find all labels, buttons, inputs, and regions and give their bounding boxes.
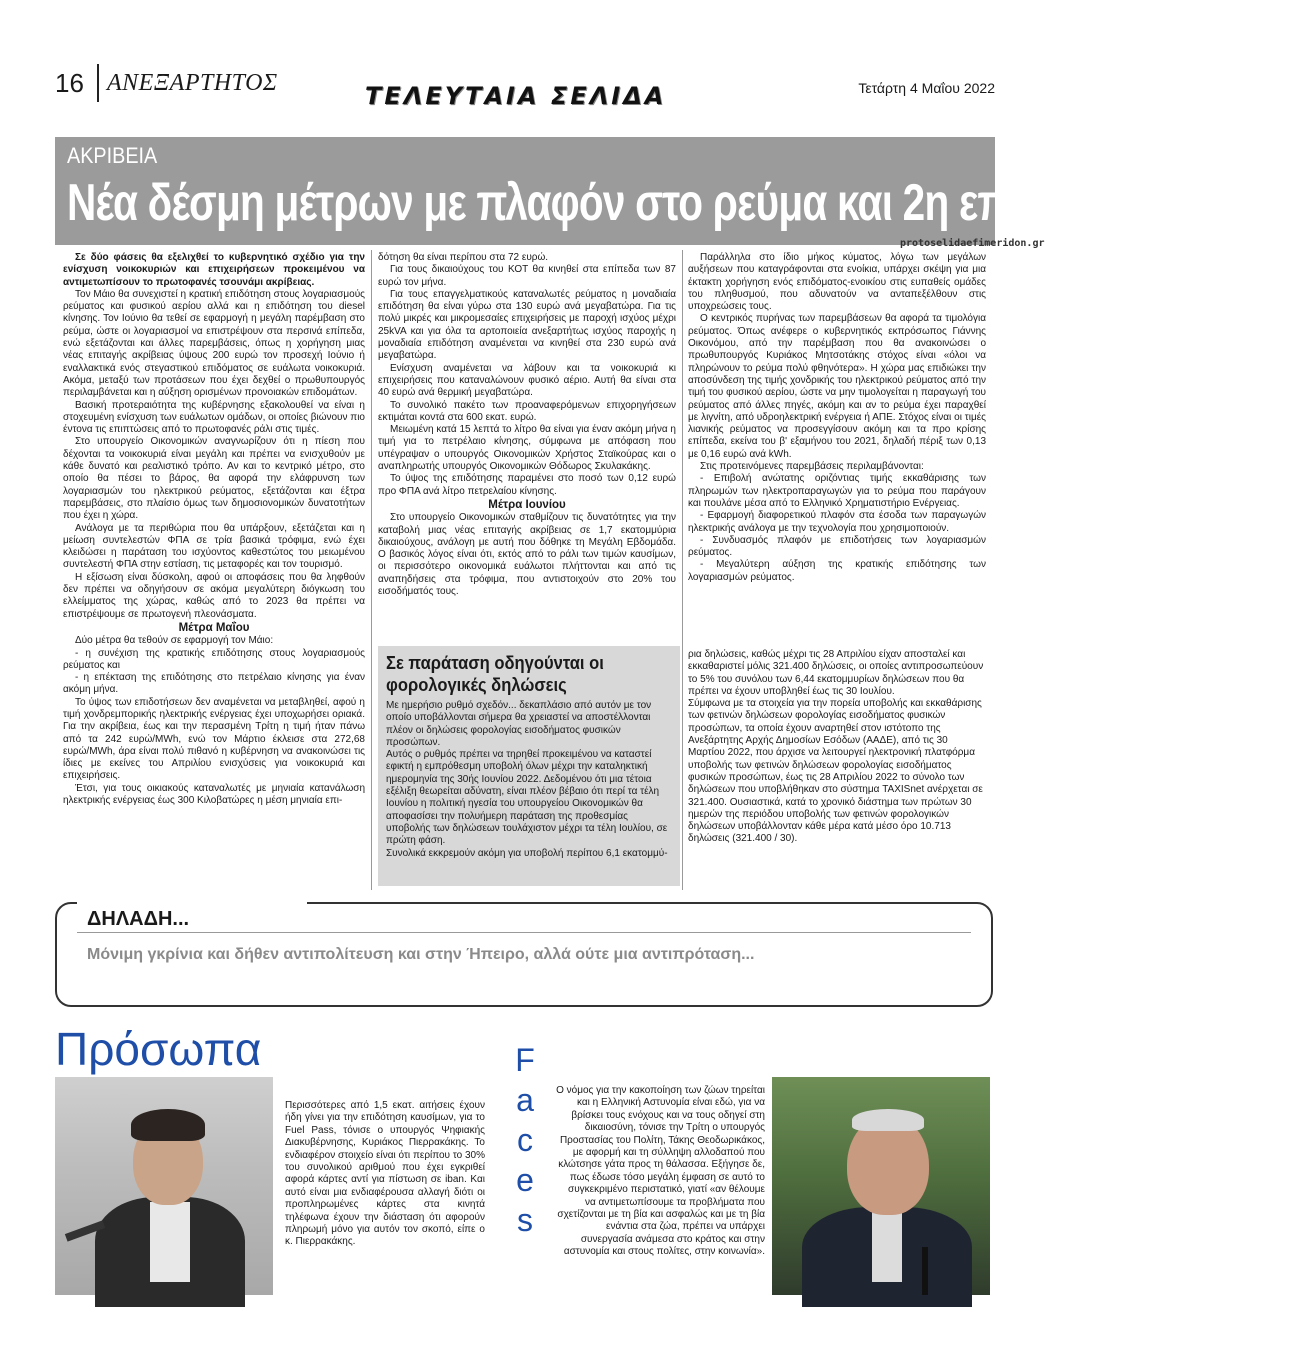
article-paragraph: - η επέκταση της επιδότησης στο πετρέλαιο κίνησης για έναν ακόμη μήνα. xyxy=(63,672,365,696)
watermark: protoselidaefimeridon.gr xyxy=(900,238,1045,249)
faces-letter: e xyxy=(516,1162,534,1198)
tax-story-paragraph: Σύμφωνα με τα στοιχεία για την πορεία υποβολής και εκκαθάρισης των φετινών δηλώσεων φορολογίας εισοδήματος φυσικών προσώπων, τα οποία έχουν αναρτηθεί στον ιστότοπο της Ανεξάρτητης Αρχής Δημοσίων Εσόδων (ΑΑΔΕ), από τις 30 Μαρτίου 2022, που άρχισε να λειτουργεί ηλεκτρονική πλατφόρμα υποβολής των φετινών δηλώσεων φορολογίας εισοδήματος φυσικών προσώπων, έως τις 28 Απριλίου 2022 το σύνολο των δηλώσεων που υποβλήθηκαν στο σύστημα TAXISnet ανέρχεται σε 321.400. Ουσιαστικά, κατά το χρονικό διάστημα των πρώτων 30 ημερών της περιόδου υποβολής των φετινών φορολογικών δηλώσεων υποβάλλονταν κάθε μέρα κατά μέσο όρο 10.713 δηλώσεις (321.400 / 30). xyxy=(688,698,983,845)
article-paragraph: Τον Μάιο θα συνεχιστεί η κρατική επιδότηση στους λογαριασμούς ρεύματος και φυσικού αερίου αλλά και η επιδότηση του diesel κίνησης. Τον Ιούνιο θα τεθεί σε εφαρμογή η μεγάλη παρέμβαση στο ρεύμα, ώστε οι λογαριασμοί να επιστρέψουν στα περσινά επίπεδα, ενώ εξετάζονται και άλλες παρεμβάσεις, όπως η χορήγηση μιας νέας επιταγής ακρίβειας ύψους 200 ευρώ τον προσεχή Ιούνιο ή εναλλακτικά ενός στεγαστικού επιδόματος σε ευάλωτα νοικοκυριά. Ακόμα, μεταξύ των προτάσεων που έχει δεχθεί ο πρωθυπουργός περιλαμβάνεται και η αύξηση ορισμένων προνοιακών επιδομάτων. xyxy=(63,288,365,399)
article-paragraph: - Μεγαλύτερη αύξηση της κρατικής επιδότησης των λογαριασμών ρεύματος. xyxy=(688,559,986,583)
article-paragraph: Ενίσχυση αναμένεται να λάβουν και τα νοικοκυριά κι επιχειρήσεις που καταναλώνουν φυσικό αέριο. Αυτή θα είναι στα 40 ευρώ ανά θερμική μεγαβατώρα. xyxy=(378,362,676,399)
tax-story-box xyxy=(378,646,680,886)
article-paragraph: Στο υπουργείο Οικονομικών σταθμίζουν τις δυνατότητες για την καταβολή μιας νέας επιταγής ακρίβειας σε 1,7 εκατομμύρια δικαιούχους, ανάλογη με αυτή που δόθηκε τη Μεγάλη Εβδομάδα. Ο βασικός λόγος είναι ότι, εκτός από το ράλι των τιμών καυσίμων, οι περισσότερο οικονομικά ευάλωτοι πλήττονται και από τις αναπηδήσεις στα τρόφιμα, που αντιστοιχούν στο 20% του εισοδήματός τους. xyxy=(378,512,676,598)
article-lead: Σε δύο φάσεις θα εξελιχθεί το κυβερνητικό σχέδιο για την ενίσχυση νοικοκυριών και επιχειρήσεων προκειμένου να αντιμετωπίσουν το πρωτοφανές τσουνάμι ακρίβειας. xyxy=(63,252,365,288)
prosopa-title: Πρόσωπα xyxy=(55,1023,262,1075)
article-column-1 xyxy=(63,252,365,807)
article-paragraph: - Επιβολή ανώτατης οριζόντιας τιμής εκκαθάρισης των πληρωμών των ηλεκτροπαραγωγών για το ρεύμα που παράγουν και πουλάνε μέσα από το Ελληνικό Χρηματιστήριο Ενέργειας. xyxy=(688,473,986,509)
article-paragraph: Το συνολικό πακέτο των προαναφερόμενων επιχορηγήσεων εκτιμάται κοντά στα 600 εκατ. ευρώ. xyxy=(378,399,676,423)
tax-story-paragraph: ρια δηλώσεις, καθώς μέχρι τις 28 Απριλίου είχαν αποσταλεί και εκκαθαριστεί μόλις 321.400 δηλώσεις, οι οποίες αντιπροσωπεύουν το 5% του συνόλου των 6,44 εκατομμυρίων δηλώσεων που θα πρέπει να έχουν υποβληθεί έως τις 30 Ιουλίου. xyxy=(688,649,984,697)
article-paragraph: Βασική προτεραιότητα της κυβέρνησης εξακολουθεί να είναι η στοχευμένη ενίσχυση των ευάλωτων ομάδων, οι οποίες βιώνουν πιο έντονα τις επιπτώσεις από το πρωτοφανές ράλι στις τιμές. xyxy=(63,399,365,436)
subheading-may: Μέτρα Μαΐου xyxy=(178,621,250,634)
column-rule xyxy=(682,250,683,890)
issue-date: Τετάρτη 4 Μαΐου 2022 xyxy=(858,80,995,96)
prosopa-text-left: Περισσότερες από 1,5 εκατ. αιτήσεις έχουν ήδη γίνει για την επιδότηση καυσίμων, για το Fuel Pass, τόνισε ο υπουργός Ψηφιακής Διακυβέρνησης, Κυριάκος Πιερρακάκης. Το ενδιαφέρον στοιχείο είναι ότι περίπου το 30% του συνολικού αριθμού που έχει εγκριθεί αφορά κάρτες αντί για πίστωση σε iban. Και αυτό είναι μια ενδιαφέρουσα αλλαγή διότι οι προπληρωμένες κάρτες στα κινητά τηλέφωνα έχουν την διάσταση ότι αφορούν πληρωμή μόνο για αυτόν τον σκοπό, είπε ο κ. Πιερρακάκης. xyxy=(285,1100,485,1248)
headline-title: Νέα δέσμη μέτρων με πλαφόν στο ρεύμα και 2η επιταγή ακρίβειας xyxy=(67,174,1293,232)
tax-story-title: Σε παράταση οδηγούνται οι φορολογικές δηλώσεις xyxy=(386,653,604,695)
article-column-2 xyxy=(378,252,676,598)
faces-letter: a xyxy=(516,1082,534,1118)
faces-letter: F xyxy=(515,1042,535,1078)
faces-letter: s xyxy=(517,1202,533,1238)
article-paragraph: Η εξίσωση είναι δύσκολη, αφού οι αποφάσεις που θα ληφθούν δεν πρέπει να οδηγήσουν σε ακόμα μεγαλύτερη διόγκωση του ελλείμματος της χώρας, καθώς από το 2023 θα πρέπει να επιστρέψουμε σε πρωτογενή πλεονάσματα. xyxy=(63,571,365,620)
microphone xyxy=(922,1247,928,1295)
article-paragraph: Δύο μέτρα θα τεθούν σε εφαρμογή τον Μάιο: xyxy=(75,635,274,647)
tax-story-paragraph: Συνολικά εκκρεμούν ακόμη για υποβολή περίπου 6,1 εκατομμύ- xyxy=(386,847,668,859)
tax-story-paragraph: Αυτός ο ρυθμός πρέπει να τηρηθεί προκειμένου να καταστεί εφικτή η εμπρόθεσμη υποβολή όλων μέχρι την καταληκτική ημερομηνία της 30ής Ιουνίου 2022. Δεδομένου ότι μια τέτοια εξέλιξη θεωρείται αδύνατη, είναι πλέον βέβαιο ότι περί τα τέλη Ιουνίου η πολιτική ηγεσία του υπουργείου Οικονομικών θα αποφασίσει την πολυήμερη παράταση της προθεσμίας υποβολής των δηλώσεων τουλάχιστον μέχρι τα τέλη Ιουλίου, σε πρώτη φάση. xyxy=(386,749,668,847)
tax-story-paragraph: Με ημερήσιο ρυθμό σχεδόν... δεκαπλάσιο από αυτόν με τον οποίο υποβάλλονται σήμερα θα χρειαστεί να αποστέλλονται πλέον οι δηλώσεις φορολογίας εισοδήματος φυσικών προσώπων. xyxy=(386,700,652,748)
minister-photo-left xyxy=(55,1077,273,1295)
article-paragraph: - Συνδυασμός πλαφόν με επιδοτήσεις των λογαριασμών ρεύματος. xyxy=(688,534,986,559)
faces-letter: c xyxy=(517,1122,533,1158)
masthead-divider xyxy=(97,64,99,102)
article-paragraph: Το ύψος των επιδοτήσεων δεν αναμένεται να μεταβληθεί, αφού η τιμή χονδρεμπορικής ηλεκτρικής ενέργειας έχει υποχωρήσει οριακά. Για την ακρίβεια, έως και την περασμένη Τρίτη η τιμή ήταν πάνω από τα 242 ευρώ/MWh, ενώ τον Μάρτιο έκλεισε στα 272,68 ευρώ/MWh, άρα είναι πολύ πιθανό η κυβέρνηση να ανακοινώσει τις ίδιες με εκείνες του Απριλίου ενισχύσεις για νοικοκυριά και επιχειρήσεις. xyxy=(63,696,365,782)
article-paragraph: Στις προτεινόμενες παρεμβάσεις περιλαμβάνονται: xyxy=(700,461,924,473)
dilladi-title: ΔΗΛΑΔΗ... xyxy=(87,908,190,930)
masthead xyxy=(55,62,995,112)
column-rule xyxy=(371,250,372,890)
article-paragraph: Μειωμένη κατά 15 λεπτά το λίτρο θα είναι για έναν ακόμη μήνα η τιμή για το πετρέλαιο κίνησης, σύμφωνα με απόφαση που υπέγραψαν ο υπουργός Οικονομικών Χρήστος Σταϊκούρας και ο αναπληρωτής υπουργός Οικονομικών Θόδωρος Σκυλακάκης. xyxy=(378,424,676,473)
dilladi-box xyxy=(55,902,993,1007)
section-title: ΤΕΛΕΥΤΑΙΑ ΣΕΛΙΔΑ xyxy=(365,82,667,110)
tax-story-continuation xyxy=(688,649,986,846)
article-paragraph: δότηση θα είναι περίπου στα 72 ευρώ. xyxy=(378,252,549,263)
article-paragraph: Το ύψος της επιδότησης παραμένει στο ποσό των 0,12 ευρώ προ ΦΠΑ ανά λίτρο πετρελαίου κίνησης. xyxy=(378,473,676,497)
article-paragraph: Για τους επαγγελματικούς καταναλωτές ρεύματος η μοναδιαία επιδότηση θα είναι γύρω στα 130 ευρώ ανά μεγαβατώρα. Για τις πολύ μικρές και μικρομεσαίες επιχειρήσεις με παροχή ισχύος μέχρι 25kVA και για όλα τα αρτοποιεία ανεξαρτήτως ισχύος παροχής η μοναδιαία επιδότηση αναμένεται να κινηθεί στα 230 ευρώ ανά μεγαβατώρα. xyxy=(378,288,676,362)
article-column-3 xyxy=(688,252,986,584)
article-paragraph: Ανάλογα με τα περιθώρια που θα υπάρξουν, εξετάζεται και η μείωση συντελεστών ΦΠΑ σε τρία βασικά τρόφιμα, ενώ έχει κλειδώσει η παράταση του ισχύοντος καθεστώτος του μειωμένου συντελεστή ΦΠΑ στην εστίαση, τις μεταφορές και τον τουρισμό. xyxy=(63,522,365,571)
article-paragraph: - Εφαρμογή διαφορετικού πλαφόν στα έσοδα των παραγωγών ηλεκτρικής ανάλογα με την τεχνολογία που χρησιμοποιούν. xyxy=(688,510,986,534)
headline-kicker: ΑΚΡΙΒΕΙΑ xyxy=(67,143,158,168)
subheading-june: Μέτρα Ιουνίου xyxy=(488,498,566,511)
minister-photo-right xyxy=(772,1077,990,1295)
page-number: 16 xyxy=(55,68,84,98)
prosopa-text-right: Ο νόμος για την κακοποίηση των ζώων τηρείται και η Ελληνική Αστυνομία είναι εδώ, για να βρίσκει τους ενόχους και να τους οδηγεί στη δικαιοσύνη, τόνισε την Τρίτη ο υπουργός Προστασίας του Πολίτη, Τάκης Θεοδωρικάκος, με αφορμή και τη σύλληψη αλλοδαπού που κλώτσησε γάτα προς τη θάλασσα. Εξήγησε δε, πως έδωσε τόσο μεγάλη έμφαση σε αυτό το συγκεκριμένο περιστατικό, γιατί «αν θέλουμε να αντιμετωπίσουμε τα προβλήματα που σχετίζονται με τη βία και ασφαλώς και με τη βία ενάντια στα ζώα, πρέπει να υπάρχει συνεργασία ανάμεσα στο κράτος και στην αστυνομία και στους πολίτες, στην κοινωνία». xyxy=(556,1085,765,1258)
article-paragraph: Έτσι, για τους οικιακούς καταναλωτές με μηνιαία κατανάλωση ηλεκτρικής ενέργειας έως 300 Κιλοβατώρες η μέση μηνιαία επι- xyxy=(63,782,365,807)
newspaper-name: ΑΝΕΞΑΡΤΗΤΟΣ xyxy=(107,70,278,96)
article-paragraph: Ο κεντρικός πυρήνας των παρεμβάσεων θα αφορά τα τιμολόγια ρεύματος. Όπως ανέφερε ο κυβερνητικός εκπρόσωπος Γιάννης Οικονόμου, από την παρέμβαση που θα ανακοινώσει ο πρωθυπουργός Κυριάκος Μητσοτάκης στόχος είναι «όλοι να πληρώνουν το ρεύμα πολύ φθηνότερα». Η χώρα μας επιδιώκει την αποσύνδεση της τιμής χονδρικής του ηλεκτρικού ρεύματος από την τιμή του φυσικού αερίου, ώστε να μην τιμολογείται η παραγωγή του ρεύματος από άλλες πηγές, ακόμη και αν το ρεύμα έχει παραχθεί με λιγνίτη, από υδροηλεκτρική ενέργεια ή ΑΠΕ. Στόχος είναι οι τιμές λιανικής ρεύματος να προσεγγίσουν ακόμη και τα προ κρίσης επίπεδα, εκείνα του β' εξαμήνου του 2021, δηλαδή πέριξ των 0,13 με 0,16 ευρώ ανά kWh. xyxy=(688,313,986,460)
faces-vertical-text xyxy=(510,1040,540,1240)
dilladi-text: Μόνιμη γκρίνια και δήθεν αντιπολίτευση και στην Ήπειρο, αλλά ούτε μια αντιπρόταση... xyxy=(87,946,755,963)
article-paragraph: Στο υπουργείο Οικονομικών αναγνωρίζουν ότι η πίεση που δέχονται τα νοικοκυριά είναι μεγάλη και πρέπει να ενισχυθούν με κάθε δυνατό και ρεαλιστικό τρόπο. Αν και το κεντρικό μέτρο, στο οποίο θα πέσει το βάρος, θα αφορά την ελάφρυνση των λογαριασμών του ηλεκτρικού ρεύματος, εξετάζονται και έξτρα παρεμβάσεις, στο πλαίσιο όμως των δημοσιονομικών δυνατοτήτων που έχει η χώρα. xyxy=(63,436,365,522)
article-paragraph: Για τους δικαιούχους του ΚΟΤ θα κινηθεί στα επίπεδα των 87 ευρώ τον μήνα. xyxy=(378,264,676,288)
article-paragraph: - η συνέχιση της κρατικής επιδότησης στους λογαριασμούς ρεύματος και xyxy=(63,647,365,671)
dilladi-rule xyxy=(77,932,971,933)
article-paragraph: Παράλληλα στο ίδιο μήκος κύματος, λόγω των μεγάλων αυξήσεων που καταγράφονται στα ενοίκια, υπάρχει σκέψη για μια έκτακτη χορήγηση ενός επιδόματος-ενοικίου στις ευπαθείς ομάδες του πληθυσμού, που αδυνατούν να ανταπεξέλθουν στις υποχρεώσεις τους. xyxy=(688,252,986,313)
